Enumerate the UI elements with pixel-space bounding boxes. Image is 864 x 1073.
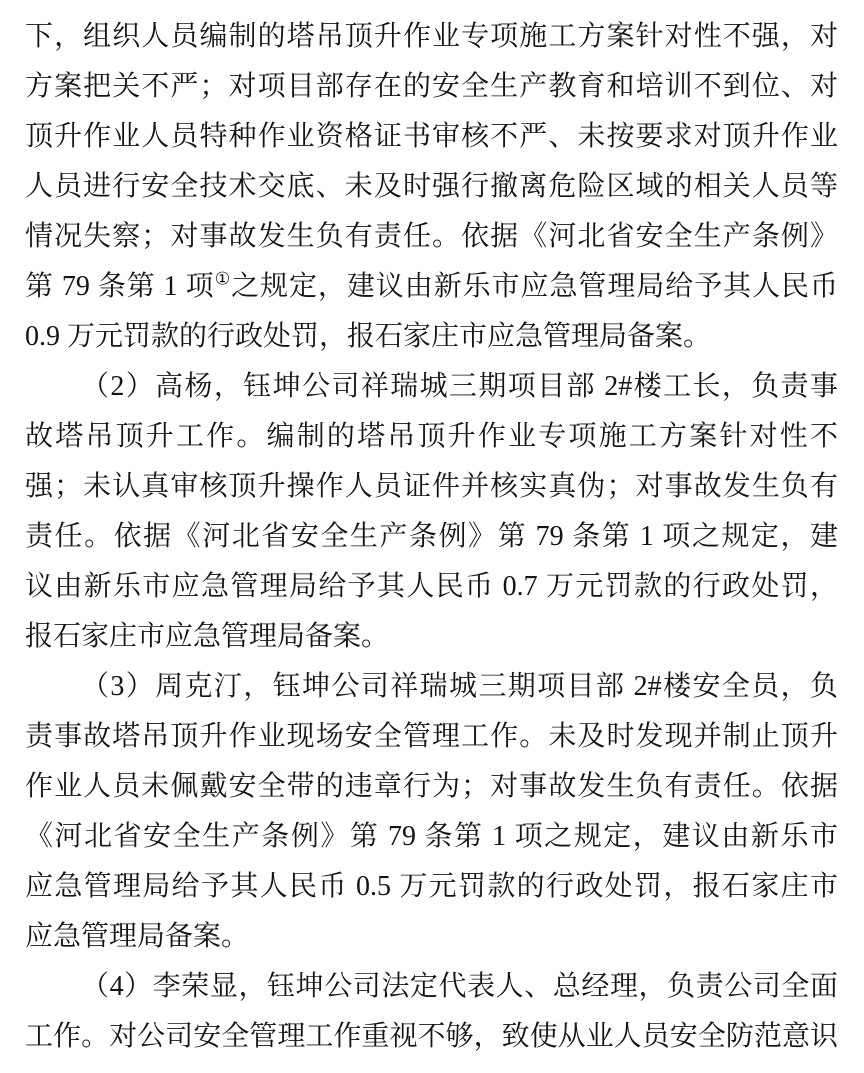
footnote-marker: ① xyxy=(214,269,232,289)
text-run: 第 79 条第 1 项 xyxy=(25,271,215,302)
text-line: （4）李荣显，钰坤公司法定代表人、总经理，负责公司全面 xyxy=(81,971,838,1002)
text-line: 作业人员未佩戴安全带的违章行为；对事故发生负有责任。依据 xyxy=(25,771,838,802)
text-line: 责事故塔吊顶升作业现场安全管理工作。未及时发现并制止顶升 xyxy=(25,721,838,752)
text-line: （3）周克汀，钰坤公司祥瑞城三期项目部 2#楼安全员，负 xyxy=(81,671,838,702)
text-line: 0.9 万元罚款的行政处罚，报石家庄市应急管理局备案。 xyxy=(25,321,712,352)
paragraph-1 xyxy=(25,12,838,362)
text-line: 人员进行安全技术交底、未及时强行撤离危险区域的相关人员等 xyxy=(25,171,838,202)
text-line: 议由新乐市应急管理局给予其人民币 0.7 万元罚款的行政处罚， xyxy=(25,571,838,602)
paragraph-4 xyxy=(25,962,838,1062)
text-line: 顶升作业人员特种作业资格证书审核不严、未按要求对顶升作业 xyxy=(25,121,838,152)
text-line: 工作。对公司安全管理工作重视不够，致使从业人员安全防范意识 xyxy=(25,1021,838,1052)
text-line: 情况失察；对事故发生负有责任。依据《河北省安全生产条例》 xyxy=(25,221,838,252)
text-line xyxy=(25,262,838,312)
text-line: 应急管理局给予其人民币 0.5 万元罚款的行政处罚，报石家庄市 xyxy=(25,871,838,902)
text-line: 强；未认真审核顶升操作人员证件并核实真伪；对事故发生负有 xyxy=(25,471,838,502)
text-line: 报石家庄市应急管理局备案。 xyxy=(25,621,390,652)
text-line: 方案把关不严；对项目部存在的安全生产教育和培训不到位、对 xyxy=(25,71,838,102)
paragraph-2 xyxy=(25,362,838,662)
text-line: （2）高杨，钰坤公司祥瑞城三期项目部 2#楼工长，负责事 xyxy=(81,371,838,402)
text-line: 责任。依据《河北省安全生产条例》第 79 条第 1 项之规定，建 xyxy=(25,521,838,552)
text-line: 下，组织人员编制的塔吊顶升作业专项施工方案针对性不强，对 xyxy=(25,21,838,52)
text-run: 之规定，建议由新乐市应急管理局给予其人民币 xyxy=(231,271,838,302)
text-line: 故塔吊顶升工作。编制的塔吊顶升作业专项施工方案针对性不 xyxy=(25,421,838,452)
paragraph-3 xyxy=(25,662,838,962)
text-line: 应急管理局备案。 xyxy=(25,921,250,952)
text-line: 《河北省安全生产条例》第 79 条第 1 项之规定，建议由新乐市 xyxy=(25,821,838,852)
